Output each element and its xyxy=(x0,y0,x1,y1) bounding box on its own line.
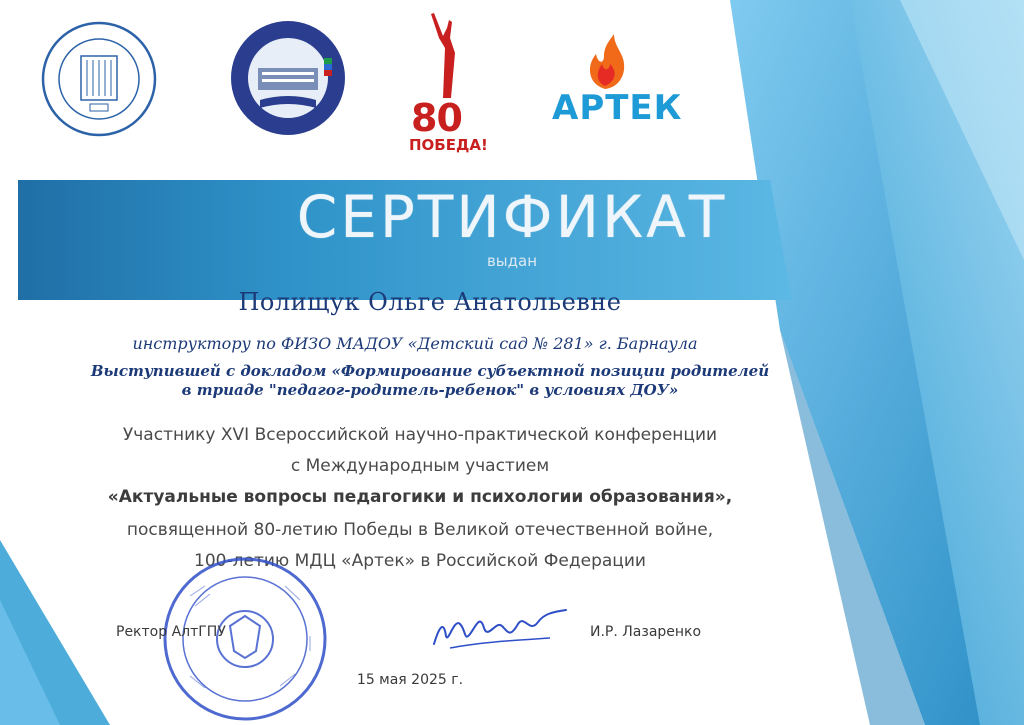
issued-label: выдан xyxy=(486,252,538,270)
signature-icon xyxy=(430,604,570,650)
report-line-1: Выступившей с докладом «Формирование субъектной позиции родителей xyxy=(90,362,770,380)
body-line-4: посвященной 80-летию Победы в Великой отечественной войне, xyxy=(126,520,714,540)
conference-title: «Актуальные вопросы педагогики и психологии образования», xyxy=(107,487,733,507)
report-line-2: в триаде "педагог-родитель-ребенок" в условиях ДОУ» xyxy=(181,381,679,399)
issue-date: 15 мая 2025 г. xyxy=(356,672,464,688)
recipient-position: инструктору по ФИЗО МАДОУ «Детский сад № 281» г. Барнаула xyxy=(132,334,698,353)
recipient-name: Полищук Ольге Анатольевне xyxy=(238,288,622,316)
report-title xyxy=(0,362,860,400)
body-line-1: Участнику XVI Всероссийской научно-практической конференции xyxy=(122,425,718,445)
signer-name: И.Р. Лазаренко xyxy=(590,624,702,640)
victory-logo-text: ПОБЕДА! xyxy=(409,136,488,154)
altgpu-seal-icon xyxy=(40,20,158,138)
victory-80-logo: 80 xyxy=(411,96,462,140)
body-line-2: с Международным участием xyxy=(290,456,550,476)
motherland-statue-icon xyxy=(425,8,465,98)
certificate-title: СЕРТИФИКАТ xyxy=(296,183,728,251)
artek-logo-text: АРТЕК xyxy=(552,88,683,128)
rector-label: Ректор АлтГПУ xyxy=(116,624,226,640)
body-line-5: 100-летию МДЦ «Артек» в Российской Федерации xyxy=(194,551,646,571)
artek-flame-icon xyxy=(580,34,630,89)
dagestan-university-seal-icon xyxy=(228,18,348,138)
